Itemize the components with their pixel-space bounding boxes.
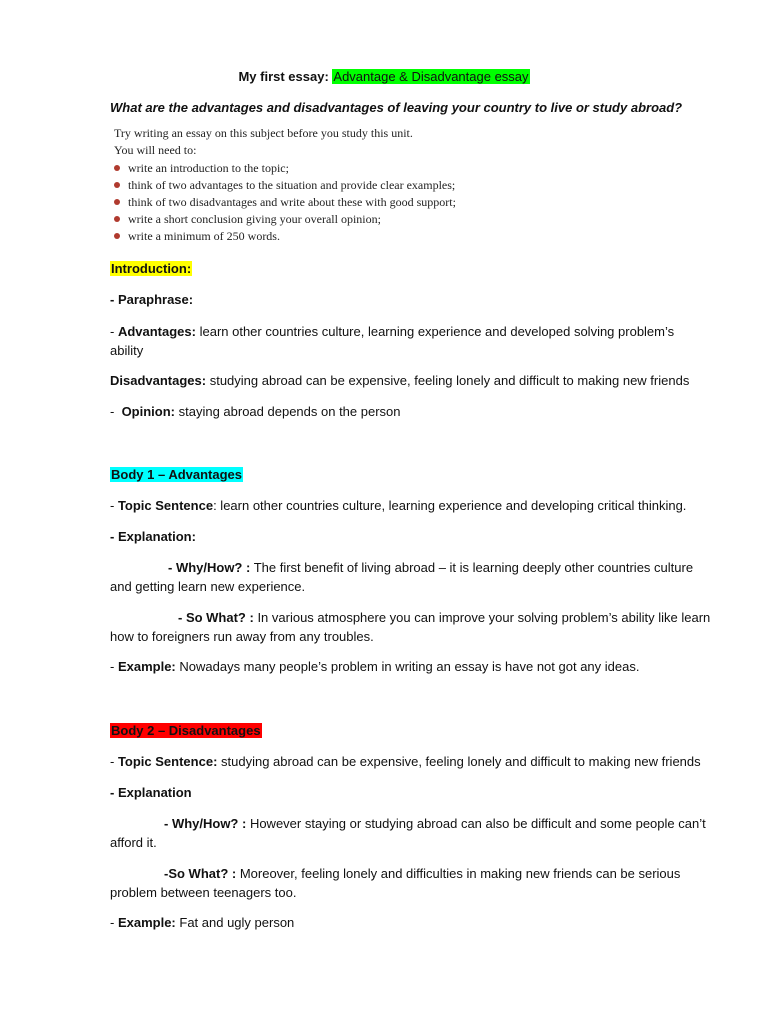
body1-sowhat-cont: how to foreigners run away from any troubles. <box>110 629 374 644</box>
body2-example: - Example: Fat and ugly person <box>110 915 295 930</box>
bullet-icon <box>114 182 120 188</box>
instruction-item: write a short conclusion giving your overall opinion; <box>114 212 381 227</box>
intro-disadvantages: Disadvantages: studying abroad can be expensive, feeling lonely and difficult to making new friends <box>110 373 690 388</box>
bullet-icon <box>114 216 120 222</box>
body1-heading: Body 1 – Advantages <box>111 467 243 482</box>
instruction-item: write a minimum of 250 words. <box>114 229 280 244</box>
body2-why: - Why/How? : However staying or studying abroad can also be difficult and some people can’t <box>164 816 706 831</box>
intro-opinion: - Opinion: staying abroad depends on the person <box>110 404 401 419</box>
body1-topic: - Topic Sentence: learn other countries culture, learning experience and developing critical thinking. <box>110 498 687 513</box>
body2-topic: - Topic Sentence: studying abroad can be expensive, feeling lonely and difficult to making new friends <box>110 754 701 769</box>
instructions-intro-2: You will need to: <box>114 143 197 157</box>
body1-sowhat: - So What? : In various atmosphere you can improve your solving problem’s ability like learn <box>178 610 711 625</box>
body2-explanation: - Explanation <box>110 785 192 800</box>
body1-why-cont: and getting learn new experience. <box>110 579 306 594</box>
essay-question: What are the advantages and disadvantages of leaving your country to live or study abroad? <box>110 100 683 115</box>
instruction-item: think of two disadvantages and write about these with good support; <box>114 195 456 210</box>
body2-why-cont: afford it. <box>110 835 157 850</box>
instructions-intro-1: Try writing an essay on this subject before you study this unit. <box>114 126 413 140</box>
body1-example: - Example: Nowadays many people’s problem in writing an essay is have not got any ideas. <box>110 659 640 674</box>
body2-heading: Body 2 – Disadvantages <box>111 723 261 738</box>
bullet-icon <box>114 233 120 239</box>
body2-sowhat-cont: problem between teenagers too. <box>110 885 297 900</box>
intro-advantages: - Advantages: learn other countries culture, learning experience and developed solving problem’s ability <box>110 324 675 358</box>
body1-explanation: - Explanation: <box>110 529 196 544</box>
intro-paraphrase: - Paraphrase: <box>110 292 194 307</box>
body2-sowhat: -So What? : Moreover, feeling lonely and difficulties in making new friends can be serious <box>164 866 681 881</box>
document-title <box>0 69 768 84</box>
introduction-heading: Introduction: <box>111 261 192 276</box>
title-prefix: My first essay: <box>238 69 329 84</box>
instructions-scan <box>110 124 462 248</box>
instruction-item: think of two advantages to the situation and provide clear examples; <box>114 178 455 193</box>
instruction-item: write an introduction to the topic; <box>114 161 289 176</box>
title-highlight: Advantage & Disadvantage essay <box>333 69 529 84</box>
body1-why: - Why/How? : The first benefit of living abroad – it is learning deeply other countries culture <box>168 560 694 575</box>
bullet-icon <box>114 165 120 171</box>
bullet-icon <box>114 199 120 205</box>
